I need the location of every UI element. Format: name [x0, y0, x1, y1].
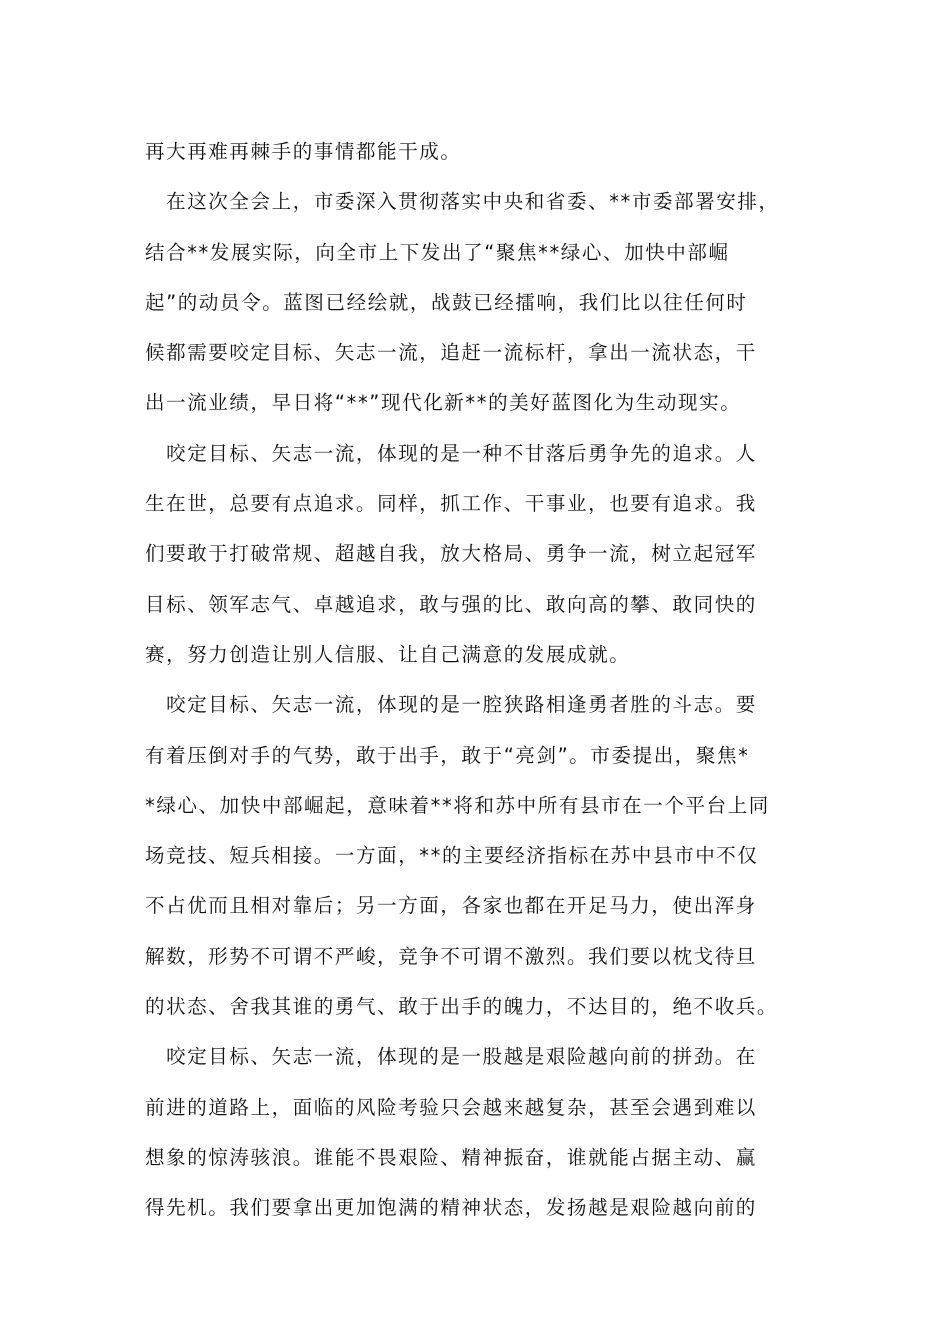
- text-line: 再大再难再棘手的事情都能干成。: [145, 140, 462, 163]
- text-line: 咬定目标、矢志一流，体现的是一种不甘落后勇争先的追求。人: [145, 441, 757, 465]
- text-line: 结合**发展实际，向全市上下发出了“聚焦**绿心、加快中部崛: [145, 240, 730, 264]
- text-line: 出一流业绩，早日将“**”现代化新**的美好蓝图化为生动现实。: [145, 391, 742, 415]
- text-line: 咬定目标、矢志一流，体现的是一股越是艰险越向前的拼劲。在: [145, 1045, 757, 1069]
- text-line: 生在世，总要有点追求。同样，抓工作、干事业，也要有追求。我: [145, 492, 757, 516]
- text-line: 有着压倒对手的气势，敢于出手，敢于“亮剑”。市委提出，聚焦*: [145, 743, 750, 767]
- text-line: 场竞技、短兵相接。一方面，**的主要经济指标在苏中县市中不仅: [145, 844, 759, 868]
- text-line: 目标、领军志气、卓越追求，敢与强的比、敢向高的攀、敢同快的: [145, 592, 757, 616]
- text-line: 们要敢于打破常规、超越自我，放大格局、勇争一流，树立起冠军: [145, 542, 757, 566]
- text-line: 在这次全会上，市委深入贯彻落实中央和省委、**市委部署安排，: [145, 190, 780, 214]
- body-text: [145, 132, 810, 1239]
- text-line: 赛，努力创造让别人信服、让自己满意的发展成就。: [145, 642, 631, 666]
- text-line: 候都需要咬定目标、矢志一流，追赶一流标杆，拿出一流状态，干: [145, 341, 757, 365]
- text-line: 起”的动员令。蓝图已经绘就，战鼓已经擂响，我们比以往任何时: [145, 290, 748, 314]
- text-line: 咬定目标、矢志一流，体现的是一腔狭路相逢勇者胜的斗志。要: [145, 693, 757, 717]
- text-line: 的状态、舍我其谁的勇气、敢于出手的魄力，不达目的，绝不收兵。: [145, 995, 779, 1019]
- text-line: 想象的惊涛骇浪。谁能不畏艰险、精神振奋，谁就能占据主动、赢: [145, 1145, 757, 1169]
- text-line: *绿心、加快中部崛起，意味着**将和苏中所有县市在一个平台上同: [145, 793, 770, 817]
- text-line: 不占优而且相对靠后；另一方面，各家也都在开足马力，使出浑身: [145, 894, 757, 918]
- text-line: 得先机。我们要拿出更加饱满的精神状态，发扬越是艰险越向前的: [145, 1196, 757, 1220]
- text-line: 解数，形势不可谓不严峻，竞争不可谓不激烈。我们要以枕戈待旦: [145, 944, 757, 968]
- text-line: 前进的道路上，面临的风险考验只会越来越复杂，甚至会遇到难以: [145, 1095, 757, 1119]
